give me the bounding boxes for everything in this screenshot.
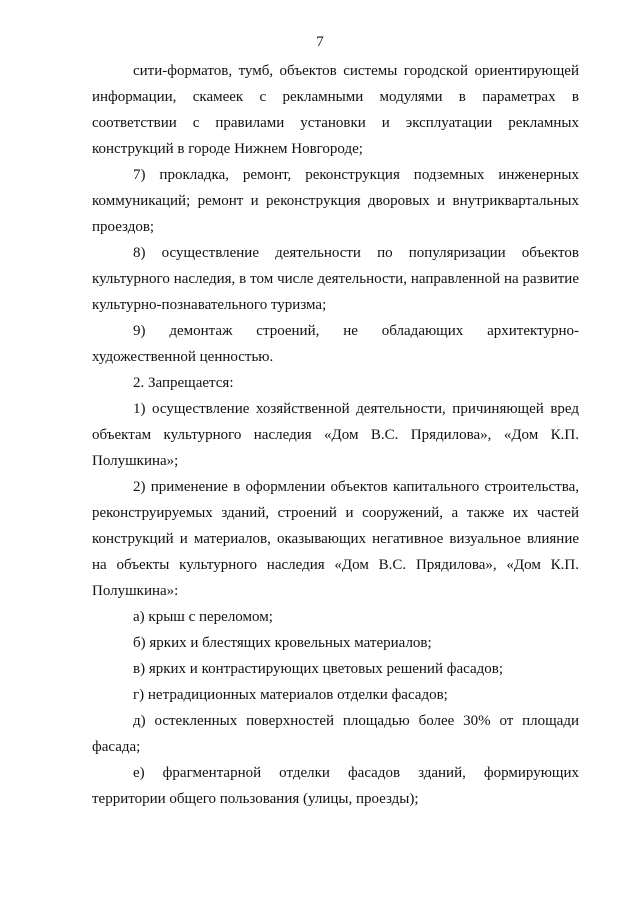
paragraph-subitem-e: е) фрагментарной отделки фасадов зданий, формирующих территории общего пользования (улицы, проезды); <box>92 765 579 807</box>
paragraph-subitem-d: д) остекленных поверхностей площадью более 30% от площади фасада; <box>92 713 579 755</box>
paragraph-continuation: сити-форматов, тумб, объектов системы городской ориентирующей информации, скамеек с рекламными модулями в параметрах в соответствии с правилами установки и эксплуатации рекламных конструкций в городе Нижнем Новгороде; <box>92 63 579 157</box>
paragraph-item-9: 9) демонтаж строений, не обладающих архитектурно-художественной ценностью. <box>92 323 579 365</box>
paragraph-item-8: 8) осуществление деятельности по популяризации объектов культурного наследия, в том числе деятельности, направленной на развитие культурно-познавательного туризма; <box>92 245 579 313</box>
paragraph-subitem-a: а) крыш с переломом; <box>133 609 273 625</box>
paragraph-subitem-g: г) нетрадиционных материалов отделки фасадов; <box>133 687 448 703</box>
paragraph-subitem-b: б) ярких и блестящих кровельных материалов; <box>133 635 432 651</box>
document-body <box>92 58 579 812</box>
paragraph-section-2: 2. Запрещается: <box>133 375 234 391</box>
paragraph-prohibition-1: 1) осуществление хозяйственной деятельности, причиняющей вред объектам культурного наследия «Дом В.С. Прядилова», «Дом К.П. Полушкина»; <box>92 401 579 469</box>
paragraph-subitem-v: в) ярких и контрастирующих цветовых решений фасадов; <box>133 661 503 677</box>
paragraph-prohibition-2: 2) применение в оформлении объектов капитального строительства, реконструируемых зданий, строений и сооружений, а также их частей конструкций и материалов, оказывающих негативное визуальное влияние на объекты культурного наследия «Дом В.С. Прядилова», «Дом К.П. Полушкина»: <box>92 479 579 599</box>
paragraph-item-7: 7) прокладка, ремонт, реконструкция подземных инженерных коммуникаций; ремонт и реконструкция дворовых и внутриквартальных проездов; <box>92 167 579 235</box>
page-number: 7 <box>316 34 324 50</box>
